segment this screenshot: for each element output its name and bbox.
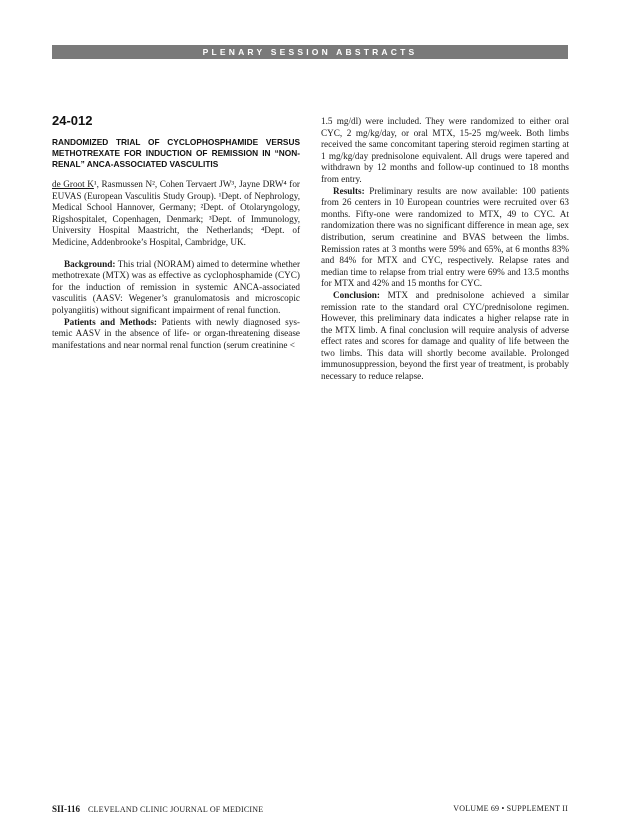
methods-text: Patients with newly diagnosed systemic AASV in the absence of life- or organ-threatening disease manifestations and near normal renal function (serum creatinine < [52, 316, 300, 350]
conclusion-label: Conclusion: [333, 289, 380, 300]
results-paragraph [321, 186, 569, 290]
results-text: Preliminary results are now available: 100 patients from 26 centers in 10 European countries were recruited over 63 months. Fifty-one were randomized to MTX, 49 to CYC. At randomization there was no significant difference in mean age, sex distribution, serum creatinine and BVAS between the limbs. Remission rates at 3 months were 59% and 65%, at 6 months 83% and 84% for MTX and CYC, respectively. Relapse rates and median time to relapse from trial entry were 69% and 13.5 months for MTX and 42% and 15 months for CYC. [321, 185, 569, 289]
footer-volume: VOLUME 69 • SUPPLEMENT II [453, 804, 568, 813]
conclusion-text: MTX and prednisolone achieved a similar remission rate to the standard oral CYC/prednisolone regimen. However, this preliminary data indicates a higher relapse rate in the MTX limb. A final conclusion will require analysis of adverse effect rates and scores for damage and quality of life between the two limbs. This data will shortly become available. Prolonged immunosuppression, beyond the first year of treatment, is probably necessary to reduce relapse. [321, 289, 569, 382]
methods-paragraph-start [52, 317, 300, 352]
page-footer [52, 803, 568, 815]
section-banner: PLENARY SESSION ABSTRACTS [52, 45, 568, 59]
first-author: de Groot K [52, 179, 94, 189]
footer-page-number: SII-116 [52, 804, 81, 814]
conclusion-paragraph [321, 290, 569, 383]
author-affiliations [52, 179, 300, 249]
right-column [321, 116, 569, 383]
abstract-id: 24-012 [52, 113, 93, 128]
methods-label: Patients and Methods: [64, 316, 157, 327]
results-label: Results: [333, 185, 365, 196]
background-label: Background: [64, 258, 116, 269]
methods-paragraph-continued: 1.5 mg/dl) were included. They were randomized to either oral CYC, 2 mg/kg/day, or oral MTX, 15-25 mg/week. Both limbs received the same concomitant tapering steroid regimen starting at 1 mg/kg/day prednisolone equivalent. All drugs were tapered and withdrawn by 12 months and follow-up continued to 18 months from entry. [321, 116, 569, 184]
abstract-title: RANDOMIZED TRIAL OF CYCLOPHOSPHAMIDE VERSUS METHOTREXATE FOR INDUCTION OF REMISSION IN “NON-RENAL” ANCA-ASSOCIATED VASCULITIS [52, 137, 300, 169]
background-paragraph [52, 259, 300, 317]
footer-journal-name: CLEVELAND CLINIC JOURNAL OF MEDICINE [88, 805, 264, 814]
background-text: This trial (NORAM) aimed to determine whether methotrexate (MTX) was as effective as cyclophosphamide (CYC) for the induction of remission in systemic ANCA-associated vasculitis (AASV: Wegener’s granulomatosis and microscopic polyangiitis) without significant impairment of renal function. [52, 258, 300, 315]
authors-rest: ¹, Rasmussen N², Cohen Tervaert JW³, Jayne DRW⁴ for EUVAS (European Vasculitis Study Group). ¹Dept. of Nephrology, Medical School Hannover, Germany; ²Dept. of Otolaryngology, Rigshospitalet, Copenhagen, Denmark; ³Dept. of Immunology, University Hospital Maastricht, the Netherlands; ⁴Dept. of Medicine, Addenbrooke’s Hospital, Cambridge, UK. [52, 179, 300, 247]
left-column [52, 113, 300, 351]
